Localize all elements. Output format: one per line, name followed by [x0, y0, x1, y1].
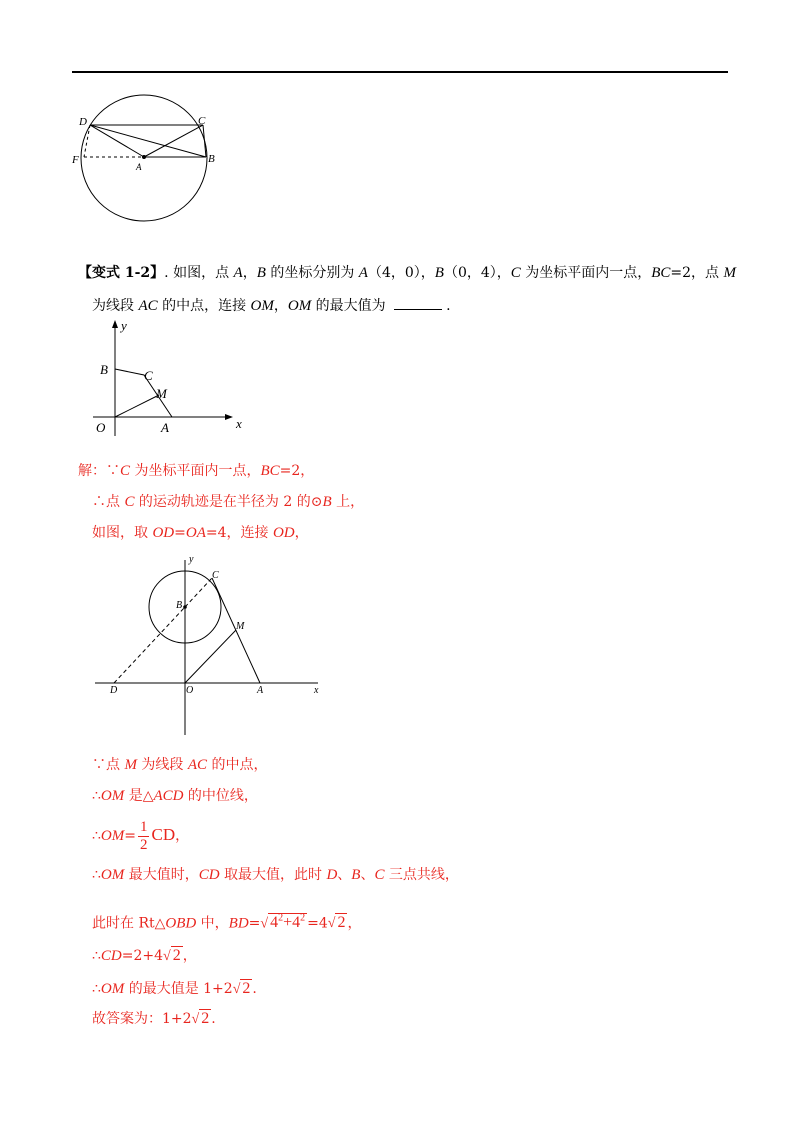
sqrt-two: √ 2: [232, 980, 251, 997]
label-B: B: [208, 153, 215, 165]
problem-line-1: 【变式 1-2】. 如图，点 A，B 的坐标分别为 A（4，0），B（0，4），C 为坐标平面内一点，BC=2，点 M: [78, 265, 737, 281]
label-C: C: [212, 570, 219, 581]
label-F: F: [72, 154, 79, 166]
label-B: B: [176, 600, 183, 611]
label-M: M: [156, 386, 167, 401]
sqrt-two: √ 2: [163, 947, 181, 964]
figure-circle-chords: [68, 92, 228, 237]
problem-line-2: 为线段 AC 的中点，连接 OM，OM 的最大值为 .: [92, 298, 451, 314]
label-C: C: [198, 115, 206, 127]
figure-circle-coordinate: [90, 550, 330, 738]
axis-y: y: [121, 318, 127, 333]
label-A: A: [257, 685, 264, 696]
solution-line-7: ∴OM 最大值时，CD 取最大值，此时 D、B、C 三点共线，: [92, 867, 459, 883]
solution-line-3: 如图，取 OD=OA=4，连接 OD，: [92, 525, 309, 541]
solution-line-4: ∵点 M 为线段 AC 的中点，: [92, 757, 268, 773]
axis-x: x: [236, 416, 242, 431]
label-D: D: [79, 116, 87, 128]
figure-coordinate: [88, 318, 253, 443]
label-M: M: [236, 621, 245, 632]
axis-y: y: [189, 554, 194, 565]
label-D: D: [110, 685, 118, 696]
label-B: B: [100, 362, 108, 377]
sqrt-two: √ 2: [327, 914, 346, 932]
solution-line-6: ∴OM= $\frac{1}{2}$ CD，: [92, 818, 190, 853]
header-rule: [72, 71, 728, 73]
solution-line-5: ∴OM 是△ACD 的中位线，: [92, 788, 258, 804]
label-O: O: [96, 420, 106, 435]
sqrt-expression: √ $4^2+4^2$: [260, 913, 306, 932]
label-C: C: [144, 368, 153, 383]
axis-x: x: [314, 685, 319, 696]
label-A: A: [161, 420, 169, 435]
solution-line-8: 此时在 Rt△OBD 中，BD=√ $4^2+4^2 =4√$ 2 ，: [92, 906, 361, 937]
fraction-one-half: $\frac{1}{2}$: [139, 818, 148, 853]
solution-line-10: ∴OM 的最大值是 1+2√ 2 .: [92, 978, 257, 1001]
answer-blank[interactable]: [394, 297, 442, 310]
sqrt-two: √ 2: [191, 1010, 210, 1027]
solution-line-11: 故答案为：1+2√ 2 .: [92, 1008, 216, 1031]
label-A: A: [136, 162, 142, 172]
solution-line-2: ∴点 C 的运动轨迹是在半径为 2 的⊙B 上，: [92, 494, 365, 510]
solution-line-9: ∴CD=2+4√ 2 ，: [92, 945, 197, 968]
solution-line-1: 解：∵C 为坐标平面内一点，BC=2，: [78, 463, 315, 479]
label-O: O: [186, 685, 194, 696]
